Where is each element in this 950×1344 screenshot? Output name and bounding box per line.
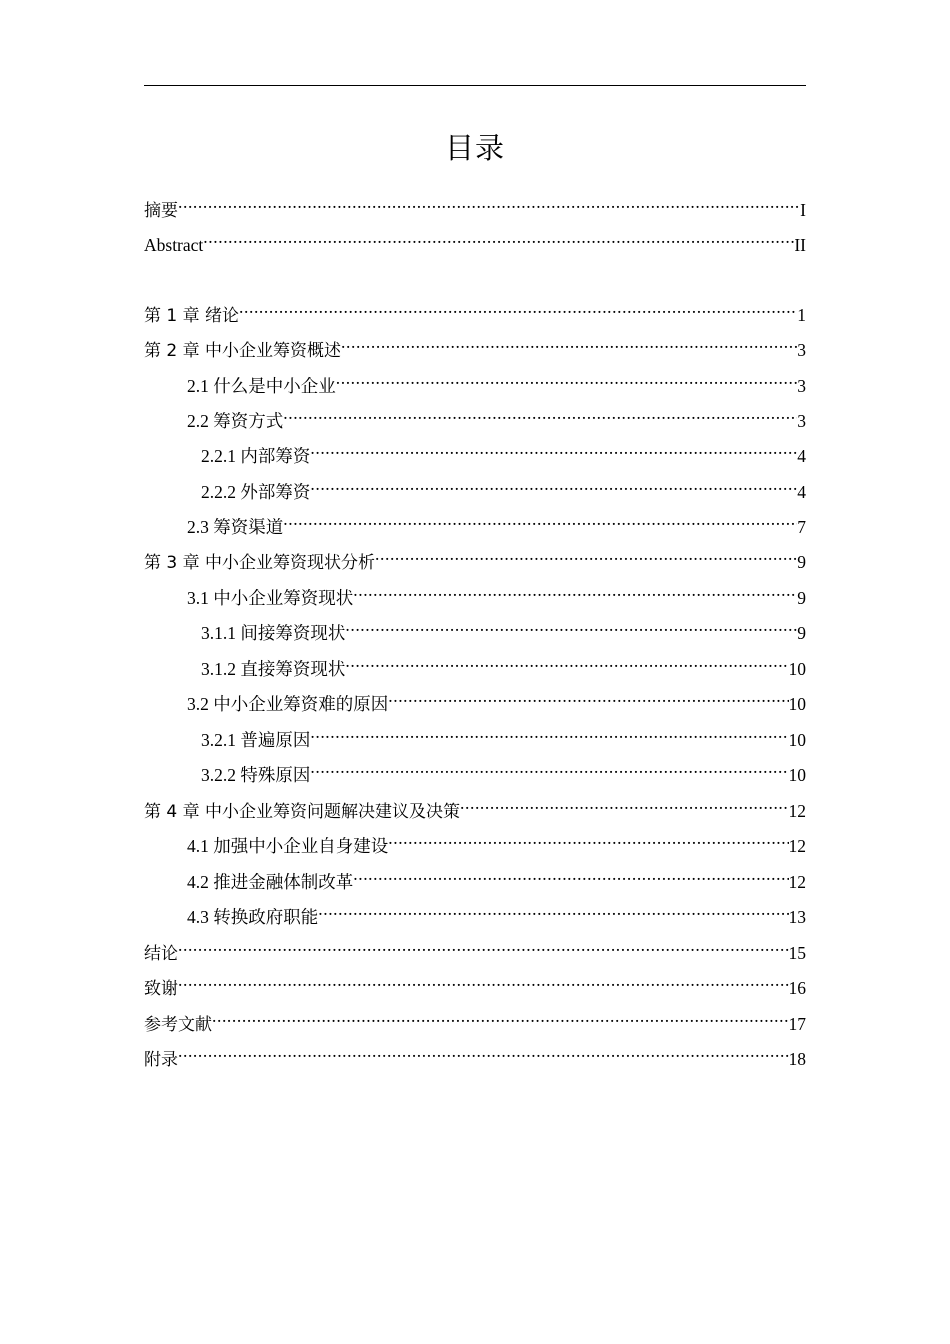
toc-entry-title: 4.3 转换政府职能 xyxy=(187,907,319,927)
toc-entry[interactable] xyxy=(144,966,806,999)
toc-dot-leader xyxy=(318,895,788,923)
toc-entry[interactable] xyxy=(144,789,806,822)
toc-entry-title: 第 4 章 中小企业筹资问题解决建议及决策 xyxy=(144,802,461,822)
toc-entry-title: 3.1 中小企业筹资现状 xyxy=(187,588,354,608)
toc-entry[interactable] xyxy=(144,1002,806,1035)
toc-dot-leader xyxy=(310,470,797,498)
toc-entry-page-number: 9 xyxy=(797,588,806,608)
toc-entry-page-number: 18 xyxy=(788,1049,806,1069)
toc-entry-title: 2.2.1 内部筹资 xyxy=(201,446,311,466)
toc-entry-title: 3.2 中小企业筹资难的原因 xyxy=(187,694,389,714)
toc-entry-page-number: 15 xyxy=(788,943,806,963)
toc-dot-leader xyxy=(203,223,794,251)
toc-dot-leader xyxy=(178,188,800,216)
toc-entry[interactable] xyxy=(144,647,806,679)
toc-dot-leader xyxy=(178,966,789,994)
toc-dot-leader xyxy=(283,399,797,427)
toc-entry-title: 4.2 推进金融体制改革 xyxy=(187,872,354,892)
toc-entry-title: 参考文献 xyxy=(144,1015,212,1035)
toc-entry-page-number: 17 xyxy=(788,1014,806,1034)
toc-entry-page-number: 12 xyxy=(788,836,806,856)
toc-dot-leader xyxy=(239,293,797,321)
toc-entry[interactable] xyxy=(144,576,806,608)
toc-dot-leader xyxy=(310,753,788,781)
toc-entry-title: 2.1 什么是中小企业 xyxy=(187,376,336,396)
toc-entry-page-number: 16 xyxy=(788,978,806,998)
toc-entry[interactable] xyxy=(144,223,806,255)
toc-entry-page-number: 12 xyxy=(788,872,806,892)
toc-entry-title: 3.2.2 特殊原因 xyxy=(201,765,311,785)
toc-entry-page-number: 10 xyxy=(788,694,806,714)
toc-entry[interactable] xyxy=(144,931,806,964)
toc-entry-page-number: 3 xyxy=(797,340,806,360)
toc-entry[interactable] xyxy=(144,753,806,785)
toc-dot-leader xyxy=(375,540,797,568)
toc-entry-page-number: 1 xyxy=(797,305,806,325)
toc-entry-title: 3.2.1 普遍原因 xyxy=(201,730,311,750)
toc-dot-leader xyxy=(388,682,788,710)
toc-dot-leader xyxy=(388,824,788,852)
toc-entry-title: 致谢 xyxy=(144,979,178,999)
toc-entry-title: 结论 xyxy=(144,944,178,964)
toc-entry[interactable] xyxy=(144,895,806,927)
toc-dot-leader xyxy=(345,647,788,675)
toc-dot-leader xyxy=(345,611,797,639)
toc-entry-title: Abstract xyxy=(144,235,204,255)
toc-entry[interactable] xyxy=(144,718,806,750)
toc-entry-page-number: 10 xyxy=(788,765,806,785)
toc-entry-title: 3.1.1 间接筹资现状 xyxy=(201,623,346,643)
toc-entry-title: 4.1 加强中小企业自身建设 xyxy=(187,836,389,856)
toc-entry-title: 附录 xyxy=(144,1050,178,1070)
toc-entry[interactable] xyxy=(144,824,806,856)
toc-entry[interactable] xyxy=(144,1037,806,1070)
toc-dot-leader xyxy=(283,505,797,533)
toc-entry[interactable] xyxy=(144,293,806,326)
toc-entry-title: 第 1 章 绪论 xyxy=(144,306,240,326)
toc-entry[interactable] xyxy=(144,364,806,396)
toc-dot-leader xyxy=(341,328,797,356)
toc-entry-page-number: 9 xyxy=(797,623,806,643)
toc-entry[interactable] xyxy=(144,611,806,643)
toc-dot-leader xyxy=(460,789,788,817)
toc-dot-leader xyxy=(178,931,789,959)
toc-entry-title: 第 2 章 中小企业筹资概述 xyxy=(144,341,342,361)
toc-dot-leader xyxy=(353,576,797,604)
toc-entry[interactable] xyxy=(144,682,806,714)
toc-entry-page-number: 12 xyxy=(788,801,806,821)
toc-entry-title: 2.3 筹资渠道 xyxy=(187,517,284,537)
toc-entry-page-number: II xyxy=(794,235,806,255)
toc-title: 目录 xyxy=(444,131,505,165)
toc-entry-page-number: 4 xyxy=(797,446,806,466)
toc-entry[interactable] xyxy=(144,399,806,431)
toc-entry-page-number: 10 xyxy=(788,659,806,679)
toc-entry-page-number: 7 xyxy=(797,517,806,537)
toc-entry-page-number: 9 xyxy=(797,552,806,572)
toc-entry-page-number: 3 xyxy=(797,376,806,396)
toc-entry[interactable] xyxy=(144,470,806,502)
toc-entry-page-number: 13 xyxy=(788,907,806,927)
toc-entry[interactable] xyxy=(144,505,806,537)
toc-entry-page-number: 3 xyxy=(797,411,806,431)
toc-dot-leader xyxy=(336,364,798,392)
toc-dot-leader xyxy=(310,434,797,462)
toc-entry-page-number: I xyxy=(800,200,806,220)
toc-entry-page-number: 10 xyxy=(788,730,806,750)
toc-dot-leader xyxy=(178,1037,789,1065)
toc-entry-title: 第 3 章 中小企业筹资现状分析 xyxy=(144,553,376,573)
toc-entry[interactable] xyxy=(144,540,806,573)
toc-entry-title: 2.2.2 外部筹资 xyxy=(201,482,311,502)
toc-entry-title: 2.2 筹资方式 xyxy=(187,411,284,431)
toc-entry[interactable] xyxy=(144,188,806,221)
toc-entry[interactable] xyxy=(144,434,806,466)
toc-dot-leader xyxy=(353,860,788,888)
toc-entry-title: 摘要 xyxy=(144,201,178,221)
toc-entry[interactable] xyxy=(144,860,806,892)
toc-entry-page-number: 4 xyxy=(797,482,806,502)
toc-entry[interactable] xyxy=(144,328,806,361)
toc-dot-leader xyxy=(212,1002,789,1030)
toc-dot-leader xyxy=(310,718,788,746)
toc-entry-title: 3.1.2 直接筹资现状 xyxy=(201,659,346,679)
